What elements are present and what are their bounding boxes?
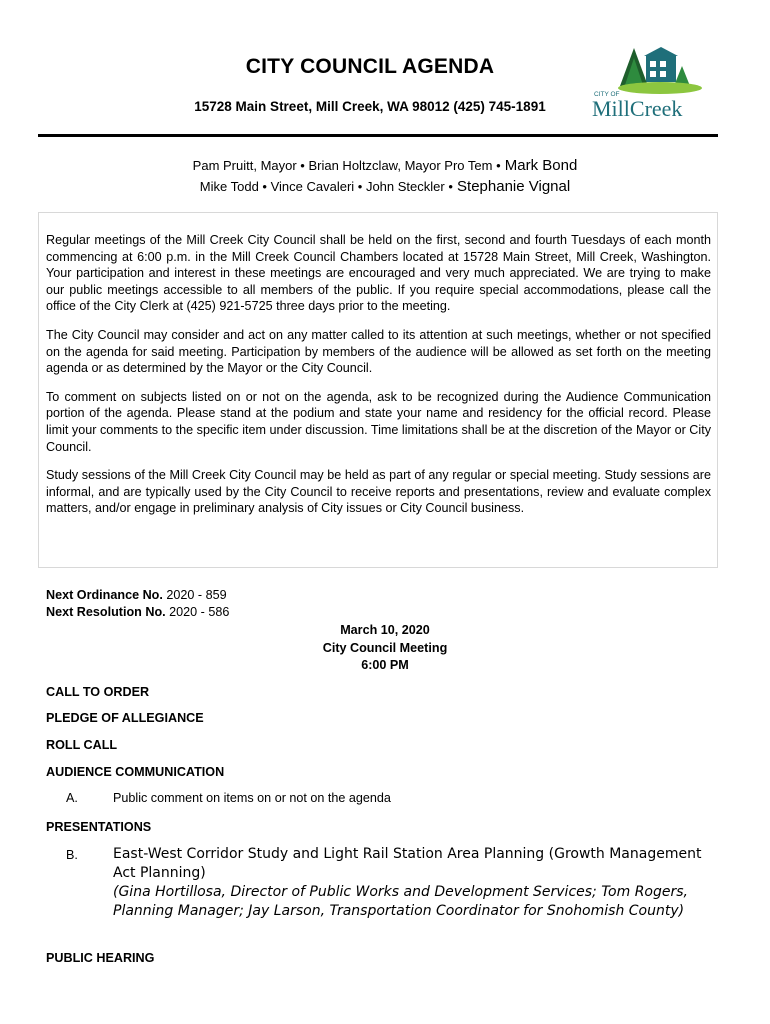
item-b-presenters: (Gina Hortillosa, Director of Public Works and Development Services; Tom Rogers, Planning Manager; Jay Larson, Transportation Coordinator for Snohomish County) <box>113 884 688 919</box>
council-line-1: Pam Pruitt, Mayor • Brian Holtzclaw, Mayor Pro Tem • Mark Bond <box>192 157 578 174</box>
item-b-letter: B. <box>66 848 78 862</box>
mill-creek-logo <box>590 46 710 122</box>
logo-city-of: CITY OF <box>594 91 620 98</box>
item-a-letter: A. <box>66 791 78 805</box>
meeting-date: March 10, 2020 <box>340 623 430 637</box>
header-divider <box>38 134 718 137</box>
city-address: 15728 Main Street, Mill Creek, WA 98012 (425) 745-1891 <box>194 99 546 114</box>
info-paragraph: To comment on subjects listed on or not on the agenda, ask to be recognized during the Audience Communication portion of the agenda. Please stand at the podium and state your name and residency for the official record. Please limit your comments to the specific item under discussion. Time limitations shall be at the discretion of the Mayor or City Council. <box>46 389 711 454</box>
meeting-type: City Council Meeting <box>322 641 448 655</box>
info-paragraph: Regular meetings of the Mill Creek City Council shall be held on the first, second and fourth Tuesdays of each month commencing at 6:00 p.m. in the Mill Creek Council Chambers located at 15728 Main Street, Mill Creek, Washington. Your participation and interest in these meetings are encouraged and very much appreciated. We are trying to make our public meetings accessible to all members of the public. If you require special accommodations, please call the office of the City Clerk at (425) 921-5725 three days prior to the meeting. <box>46 233 711 314</box>
council-line-2: Mike Todd • Vince Cavaleri • John Steckler • Stephanie Vignal <box>199 178 571 195</box>
logo-name: MillCreek <box>592 96 683 121</box>
item-b-text <box>113 845 713 921</box>
agenda-title: CITY COUNCIL AGENDA <box>245 55 495 78</box>
section-pledge: PLEDGE OF ALLEGIANCE <box>46 711 204 725</box>
logo-building <box>646 56 676 82</box>
info-paragraph: The City Council may consider and act on any matter called to its attention at such meetings, whether or not specified on the agenda for said meeting. Participation by members of the audience will be allowed as set forth on the meeting agenda or as determined by the Mayor or the City Council. <box>46 327 711 376</box>
item-a-text: Public comment on items on or not on the agenda <box>113 791 391 805</box>
meeting-info-box <box>38 212 718 568</box>
section-presentations: PRESENTATIONS <box>46 820 152 834</box>
item-b-title: East-West Corridor Study and Light Rail Station Area Planning (Growth Management Act Planning) <box>113 846 702 881</box>
next-resolution: Next Resolution No. 2020 - 586 <box>46 605 230 619</box>
section-roll-call: ROLL CALL <box>46 738 118 752</box>
section-audience-communication: AUDIENCE COMMUNICATION <box>46 765 225 779</box>
section-public-hearing: PUBLIC HEARING <box>46 951 155 965</box>
next-ordinance: Next Ordinance No. 2020 - 859 <box>46 588 227 602</box>
info-paragraph: Study sessions of the Mill Creek City Council may be held as part of any regular or special meeting. Study sessions are informal, and are typically used by the City Council to receive reports and presentations, review and evaluate complex matters, and/or engage in preliminary analysis of City issues or City Council business. <box>46 468 711 516</box>
section-call-to-order: CALL TO ORDER <box>46 685 150 699</box>
meeting-time: 6:00 PM <box>361 658 409 672</box>
